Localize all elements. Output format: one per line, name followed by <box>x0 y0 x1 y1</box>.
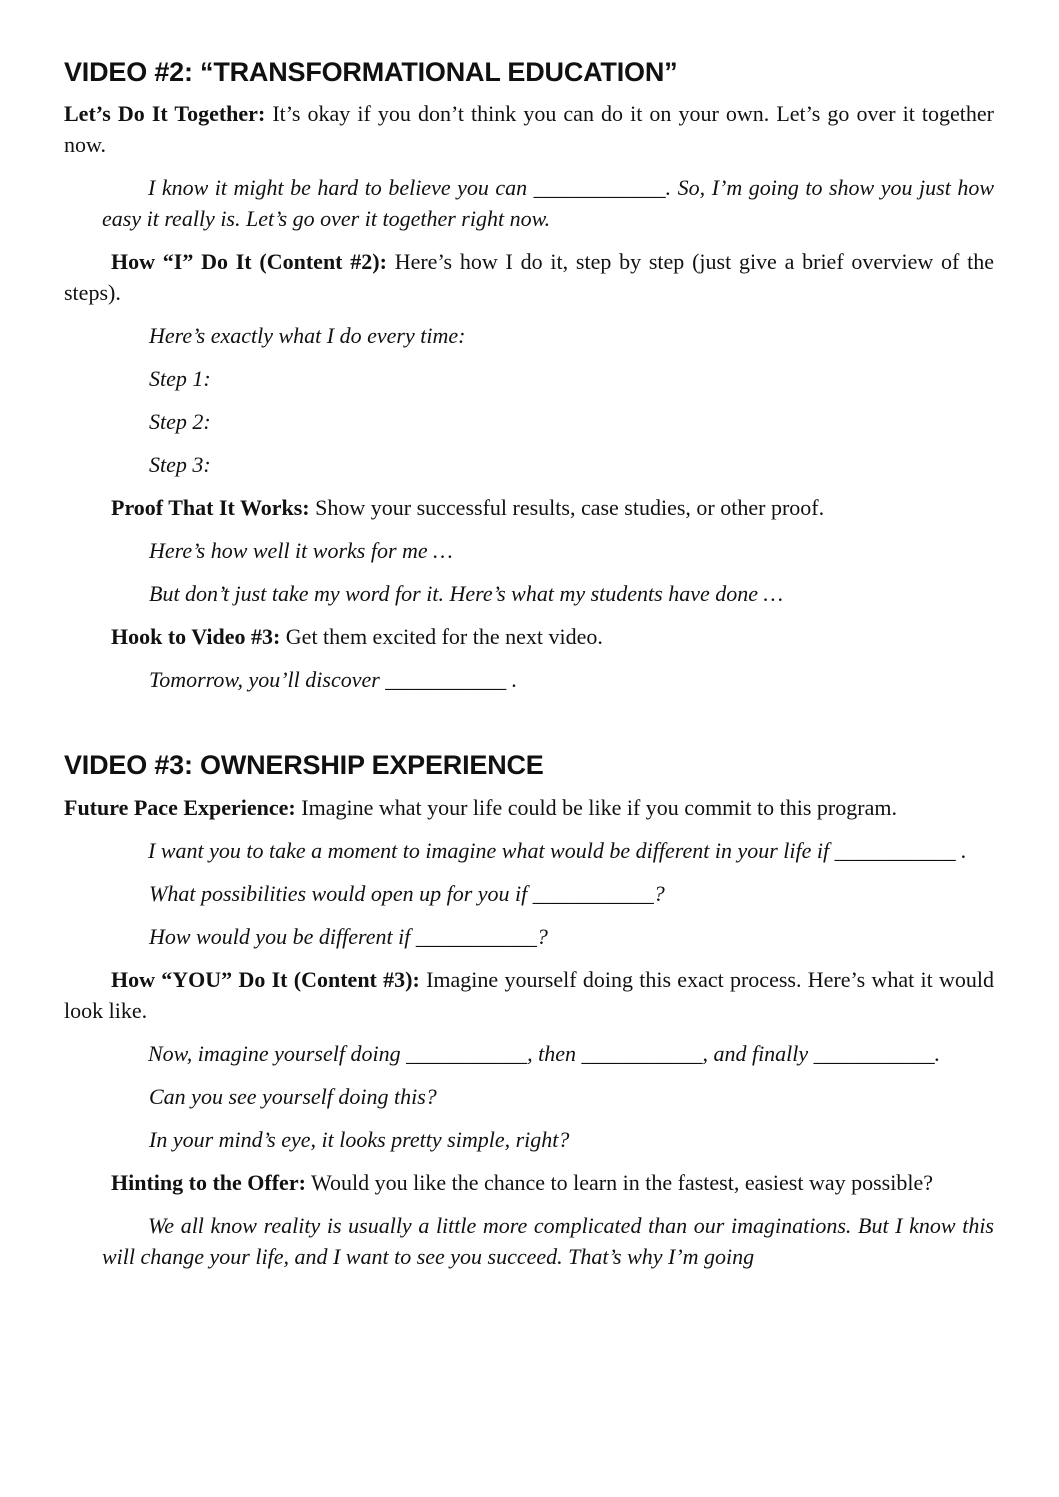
proof-text: Show your successful results, case studies, or other proof. <box>309 495 825 521</box>
future-quote-3: How would you be different if ___________? <box>149 923 548 949</box>
step-3: Step 3: <box>149 452 211 478</box>
step-2: Step 2: <box>149 409 211 435</box>
proof-quote-2: But don’t just take my word for it. Here’s what my students have done … <box>149 581 784 607</box>
document-page <box>64 56 994 1272</box>
offer-label: Hinting to the Offer: <box>111 1169 306 1195</box>
howyou-text: Imagine yourself doing this exact process. Here’s what it would look like. <box>64 966 994 1023</box>
howyou-label: How “YOU” Do It (Content #3): <box>111 966 420 992</box>
hook-quote: Tomorrow, you’ll discover ___________ . <box>149 667 518 693</box>
proof-quote-1: Here’s how well it works for me … <box>149 538 453 564</box>
future-label: Future Pace Experience: <box>64 794 296 820</box>
future-quote-2: What possibilities would open up for you if ___________? <box>149 880 665 906</box>
proof-label: Proof That It Works: <box>111 495 310 521</box>
howido-intro: Here’s exactly what I do every time: <box>149 323 466 349</box>
together-paragraph <box>64 98 994 160</box>
howido-paragraph <box>64 246 994 308</box>
howyou-paragraph <box>64 964 994 1026</box>
offer-text: Would you like the chance to learn in the fastest, easiest way possible? <box>305 1169 933 1195</box>
step-1: Step 1: <box>149 366 211 392</box>
future-text: Imagine what your life could be like if you commit to this program. <box>295 794 897 820</box>
howido-text: Here’s how I do it, step by step (just give a brief overview of the steps). <box>64 249 995 306</box>
together-label: Let’s Do It Together: <box>64 101 266 127</box>
howyou-quote-2: Can you see yourself doing this? <box>149 1083 437 1109</box>
section-gap <box>64 695 994 749</box>
video3-heading: VIDEO #3: OWNERSHIP EXPERIENCE <box>64 750 544 781</box>
hook-text: Get them excited for the next video. <box>280 624 603 650</box>
together-quote: I know it might be hard to believe you can ____________. So, I’m going to show you just how easy it really is. Let’s go over it together right now. <box>102 175 994 232</box>
video2-heading: VIDEO #2: “TRANSFORMATIONAL EDUCATION” <box>64 57 678 87</box>
howyou-quote-3: In your mind’s eye, it looks pretty simple, right? <box>149 1126 570 1152</box>
proof-paragraph <box>64 492 994 523</box>
howyou-quote-1: Now, imagine yourself doing ___________, then ___________, and finally ___________. <box>148 1040 941 1066</box>
future-paragraph <box>64 792 994 823</box>
offer-paragraph <box>64 1167 994 1198</box>
together-text: It’s okay if you don’t think you can do it on your own. Let’s go over it together now. <box>64 101 994 158</box>
future-quote-1: I want you to take a moment to imagine what would be different in your life if ___________ . <box>148 837 967 863</box>
howido-label: How “I” Do It (Content #2): <box>111 249 387 275</box>
offer-quote: We all know reality is usually a little more complicated than our imaginations. But I know this will change your life, and I want to see you succeed. That’s why I’m going <box>102 1212 994 1269</box>
hook-label: Hook to Video #3: <box>111 624 281 650</box>
hook-paragraph <box>64 621 994 652</box>
